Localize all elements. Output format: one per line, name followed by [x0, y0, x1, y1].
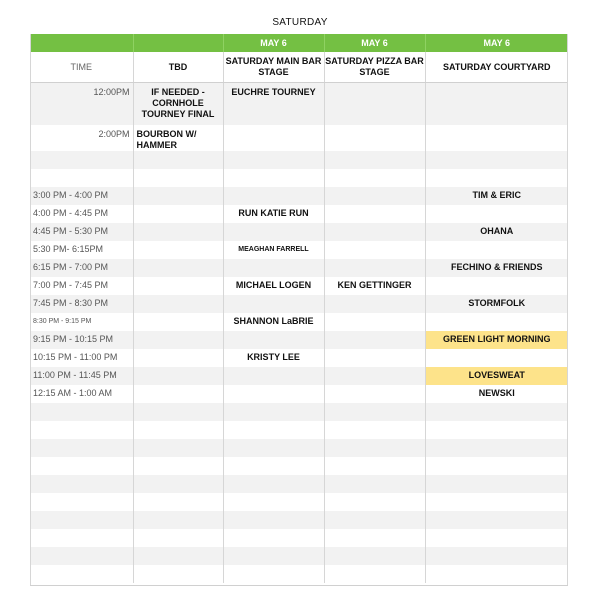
main-bar-cell [223, 259, 324, 277]
tbd-cell [133, 331, 223, 349]
tbd-cell [133, 349, 223, 367]
table-row [30, 151, 568, 169]
courtyard-cell [425, 83, 568, 125]
main-bar-cell [223, 223, 324, 241]
main-bar-cell [223, 295, 324, 313]
main-bar-cell: MEAGHAN FARRELL [223, 241, 324, 259]
main-bar-cell: MICHAEL LOGEN [223, 277, 324, 295]
courtyard-cell-highlighted: LOVESWEAT [425, 367, 568, 385]
pizza-bar-cell [324, 187, 425, 205]
schedule-table [30, 34, 568, 583]
time-cell: 3:00 PM - 4:00 PM [30, 187, 133, 205]
schedule-sheet [30, 34, 568, 583]
table-row [30, 169, 568, 187]
time-cell: 8:30 PM - 9:15 PM [33, 318, 92, 325]
table-row [30, 331, 568, 349]
empty-row [30, 421, 568, 439]
courtyard-cell: OHANA [425, 223, 568, 241]
column-header-time: TIME [30, 52, 133, 83]
table-row [30, 349, 568, 367]
tbd-cell [133, 277, 223, 295]
courtyard-cell [425, 169, 568, 187]
empty-row [30, 457, 568, 475]
empty-row [30, 565, 568, 583]
courtyard-cell: FECHINO & FRIENDS [425, 259, 568, 277]
table-row [30, 385, 568, 403]
table-row [30, 295, 568, 313]
table-row [30, 367, 568, 385]
tbd-cell [133, 187, 223, 205]
main-bar-cell: RUN KATIE RUN [223, 205, 324, 223]
date-header-pizza: MAY 6 [324, 34, 425, 52]
main-bar-cell: EUCHRE TOURNEY [223, 83, 324, 125]
pizza-bar-cell [324, 367, 425, 385]
pizza-bar-cell [324, 385, 425, 403]
table-bottom-border [30, 585, 568, 586]
tbd-cell [133, 295, 223, 313]
pizza-bar-cell [324, 313, 425, 331]
main-bar-cell: SHANNON LaBRIE [223, 313, 324, 331]
time-cell: 7:00 PM - 7:45 PM [33, 280, 109, 290]
time-cell: 6:15 PM - 7:00 PM [30, 259, 133, 277]
page-title: SATURDAY [272, 17, 328, 28]
empty-row [30, 547, 568, 565]
column-header-courtyard: SATURDAY COURTYARD [425, 52, 568, 83]
tbd-cell [133, 223, 223, 241]
time-cell: 12:00PM [30, 83, 133, 125]
pizza-bar-cell [324, 83, 425, 125]
table-row [30, 241, 568, 259]
courtyard-cell-highlighted: GREEN LIGHT MORNING [425, 331, 568, 349]
main-bar-cell [223, 187, 324, 205]
tbd-cell: BOURBON W/ HAMMER [133, 125, 223, 151]
pizza-bar-cell [324, 169, 425, 187]
pizza-bar-cell [324, 241, 425, 259]
pizza-bar-cell [324, 331, 425, 349]
time-cell: 7:45 PM - 8:30 PM [30, 295, 133, 313]
tbd-cell [133, 367, 223, 385]
courtyard-cell: TIM & ERIC [425, 187, 568, 205]
empty-row [30, 529, 568, 547]
tbd-cell [133, 259, 223, 277]
main-bar-cell [223, 169, 324, 187]
table-row [30, 205, 568, 223]
pizza-bar-cell [324, 125, 425, 151]
column-header-main-bar: SATURDAY MAIN BAR STAGE [223, 52, 324, 83]
courtyard-cell: STORMFOLK [425, 295, 568, 313]
pizza-bar-cell [324, 259, 425, 277]
tbd-cell [133, 169, 223, 187]
table-left-border [30, 34, 31, 586]
courtyard-cell [425, 205, 568, 223]
empty-row [30, 493, 568, 511]
table-row [30, 83, 568, 125]
pizza-bar-cell [324, 205, 425, 223]
tbd-cell [133, 151, 223, 169]
table-row [30, 277, 568, 295]
pizza-bar-cell [324, 223, 425, 241]
time-cell: 10:15 PM - 11:00 PM [33, 352, 118, 362]
date-header-row [30, 34, 568, 52]
tbd-cell [133, 241, 223, 259]
courtyard-cell [425, 125, 568, 151]
empty-row [30, 511, 568, 529]
tbd-cell [133, 385, 223, 403]
tbd-cell [133, 313, 223, 331]
time-cell [30, 169, 133, 187]
date-header-tbd [133, 34, 223, 52]
pizza-bar-cell [324, 295, 425, 313]
tbd-cell: IF NEEDED - CORNHOLE TOURNEY FINAL [133, 83, 223, 125]
time-cell: 9:15 PM - 10:15 PM [30, 331, 133, 349]
pizza-bar-cell [324, 151, 425, 169]
empty-row [30, 439, 568, 457]
column-header-pizza-bar: SATURDAY PIZZA BAR STAGE [324, 52, 425, 83]
empty-row [30, 403, 568, 421]
tbd-cell [133, 205, 223, 223]
table-row [30, 259, 568, 277]
courtyard-cell: NEWSKI [425, 385, 568, 403]
time-cell: 11:00 PM - 11:45 PM [30, 367, 133, 385]
main-bar-cell: KRISTY LEE [223, 349, 324, 367]
time-cell [30, 151, 133, 169]
empty-row [30, 475, 568, 493]
column-header-tbd: TBD [133, 52, 223, 83]
column-header-row [30, 52, 568, 83]
time-cell: 2:00PM [98, 128, 130, 139]
main-bar-cell [223, 367, 324, 385]
time-cell: 4:00 PM - 4:45 PM [33, 208, 109, 218]
courtyard-cell [425, 313, 568, 331]
courtyard-cell [425, 349, 568, 367]
date-header-main: MAY 6 [223, 34, 324, 52]
main-bar-cell [223, 125, 324, 151]
time-cell: 5:30 PM- 6:15PM [33, 244, 104, 254]
time-cell: 12:15 AM - 1:00 AM [33, 388, 113, 398]
main-bar-cell [223, 151, 324, 169]
table-row [30, 187, 568, 205]
courtyard-cell [425, 151, 568, 169]
pizza-bar-cell [324, 349, 425, 367]
table-row [30, 223, 568, 241]
date-header-courtyard: MAY 6 [425, 34, 568, 52]
courtyard-cell [425, 277, 568, 295]
table-row [30, 313, 568, 331]
pizza-bar-cell: KEN GETTINGER [324, 277, 425, 295]
date-header-time [30, 34, 133, 52]
time-cell: 4:45 PM - 5:30 PM [30, 223, 133, 241]
main-bar-cell [223, 331, 324, 349]
table-row [30, 125, 568, 151]
table-right-border [567, 34, 568, 586]
main-bar-cell [223, 385, 324, 403]
courtyard-cell [425, 241, 568, 259]
